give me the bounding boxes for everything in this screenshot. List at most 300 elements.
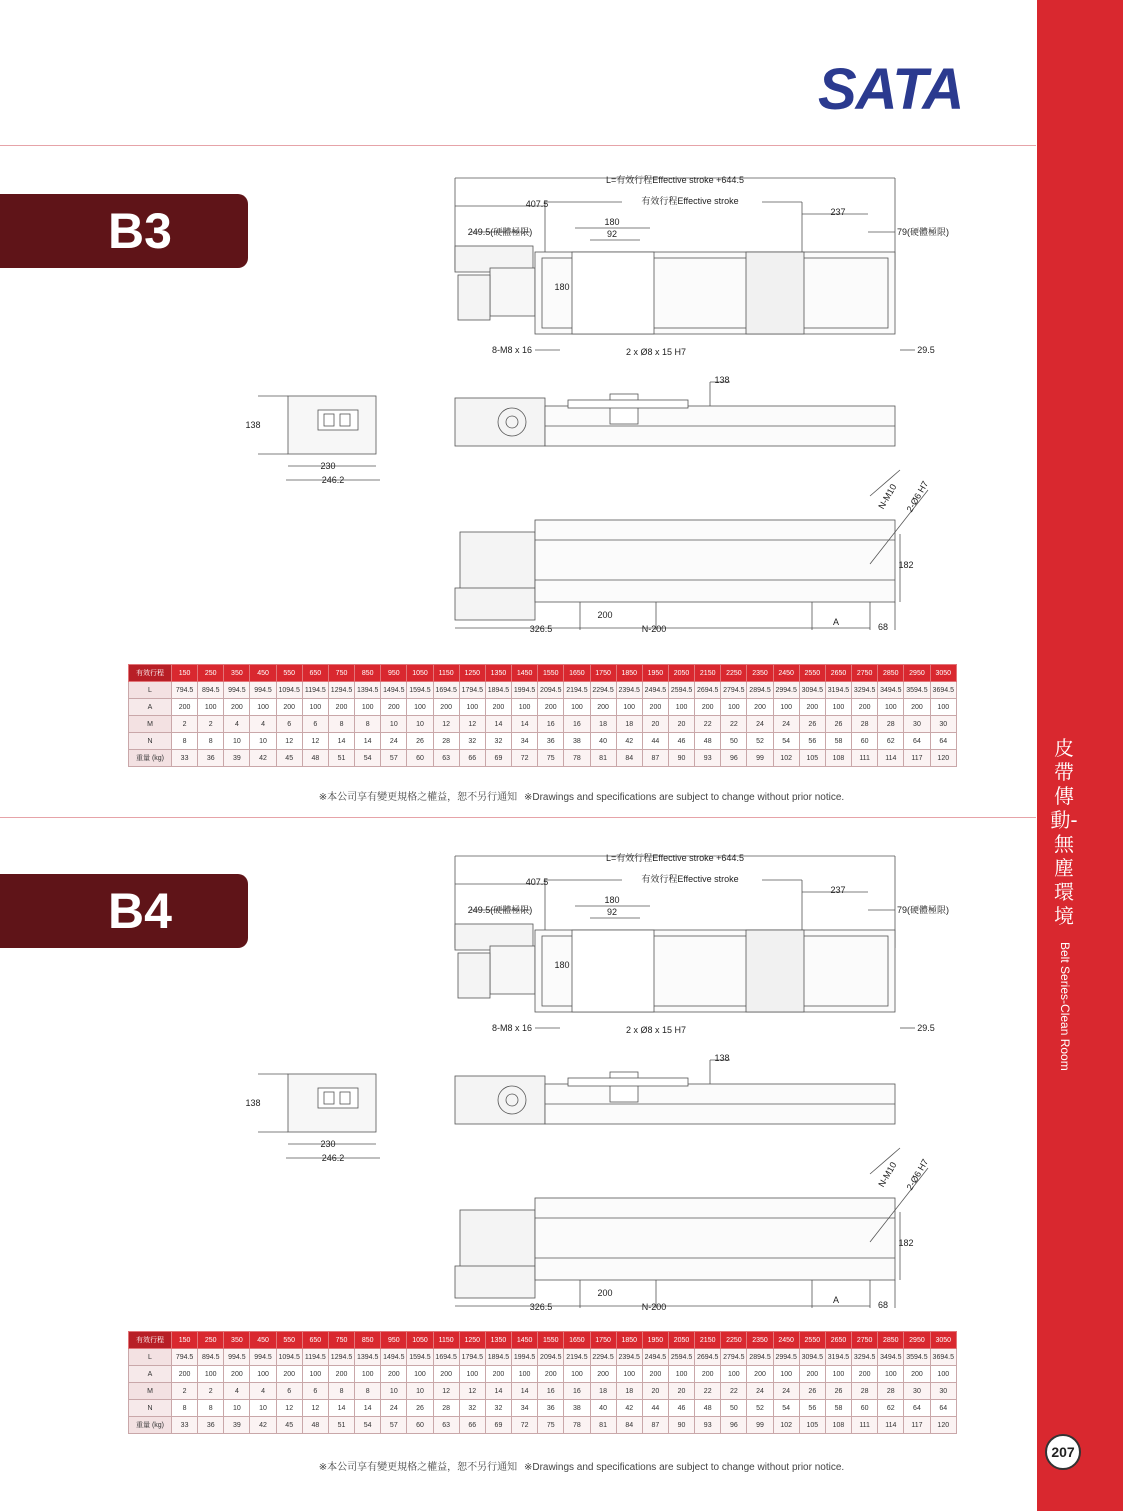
table-cell: 200 bbox=[642, 699, 668, 716]
table-cell: 90 bbox=[668, 1417, 694, 1434]
table-cell: 102 bbox=[773, 750, 799, 767]
table-cell: 1194.5 bbox=[302, 1349, 328, 1366]
spec-notice bbox=[0, 1458, 1123, 1473]
table-cell: 1794.5 bbox=[459, 682, 485, 699]
table-cell: 2194.5 bbox=[564, 682, 590, 699]
table-cell: 100 bbox=[198, 699, 224, 716]
stroke-header: 1650 bbox=[564, 665, 590, 682]
technical-drawing-b3 bbox=[0, 160, 1036, 660]
table-cell: 2994.5 bbox=[773, 1349, 799, 1366]
stroke-header: 350 bbox=[224, 1332, 250, 1349]
table-cell: 2994.5 bbox=[773, 682, 799, 699]
row-label: M bbox=[129, 1383, 172, 1400]
dim-180-top: 180 bbox=[604, 895, 620, 905]
table-cell: 6 bbox=[302, 1383, 328, 1400]
dim-407-5: 407.5 bbox=[525, 199, 549, 209]
table-cell: 99 bbox=[747, 750, 773, 767]
dim-m8-thread: 8-M8 x 16 bbox=[491, 345, 533, 355]
dim-246-2: 246.2 bbox=[321, 475, 345, 485]
stroke-header: 2450 bbox=[773, 665, 799, 682]
table-cell: 26 bbox=[799, 1383, 825, 1400]
table-cell: 6 bbox=[276, 716, 302, 733]
table-cell: 16 bbox=[564, 716, 590, 733]
stroke-header: 1450 bbox=[512, 665, 538, 682]
table-cell: 100 bbox=[250, 699, 276, 716]
drawing-svg bbox=[0, 838, 1036, 1338]
table-cell: 10 bbox=[381, 1383, 407, 1400]
table-cell: 36 bbox=[198, 750, 224, 767]
table-cell: 1994.5 bbox=[512, 1349, 538, 1366]
dim-200: 200 bbox=[597, 610, 613, 620]
dim-68: 68 bbox=[877, 1300, 889, 1310]
table-cell: 84 bbox=[616, 1417, 642, 1434]
stroke-header: 950 bbox=[381, 665, 407, 682]
table-cell: 50 bbox=[721, 733, 747, 750]
table-cell: 72 bbox=[512, 1417, 538, 1434]
row-label: M bbox=[129, 716, 172, 733]
table-cell: 45 bbox=[276, 1417, 302, 1434]
table-cell: 2 bbox=[172, 1383, 198, 1400]
stroke-header: 750 bbox=[328, 1332, 354, 1349]
stroke-header: 1850 bbox=[616, 1332, 642, 1349]
table-cell: 100 bbox=[564, 699, 590, 716]
table-cell: 100 bbox=[878, 1366, 904, 1383]
table-cell: 105 bbox=[799, 750, 825, 767]
dim-a: A bbox=[832, 1295, 840, 1305]
table-cell: 36 bbox=[538, 1400, 564, 1417]
stroke-header: 250 bbox=[198, 665, 224, 682]
table-cell: 54 bbox=[773, 733, 799, 750]
table-cell: 100 bbox=[878, 699, 904, 716]
dim-138-front: 138 bbox=[714, 1053, 730, 1063]
table-cell: 200 bbox=[590, 699, 616, 716]
stroke-header: 1550 bbox=[538, 665, 564, 682]
table-cell: 100 bbox=[616, 699, 642, 716]
table-cell: 40 bbox=[590, 1400, 616, 1417]
stroke-header: 1850 bbox=[616, 665, 642, 682]
table-cell: 200 bbox=[590, 1366, 616, 1383]
table-cell: 200 bbox=[538, 699, 564, 716]
table-row bbox=[129, 1366, 957, 1383]
table-cell: 100 bbox=[198, 1366, 224, 1383]
table-cell: 2694.5 bbox=[695, 682, 721, 699]
table-cell: 26 bbox=[825, 1383, 851, 1400]
table-cell: 78 bbox=[564, 750, 590, 767]
notice-en: ※Drawings and specifications are subject to change without prior notice. bbox=[523, 1462, 845, 1473]
table-cell: 46 bbox=[668, 1400, 694, 1417]
dim-total-length: L=有效行程Effective stroke +644.5 bbox=[606, 853, 744, 863]
table-cell: 18 bbox=[616, 716, 642, 733]
stroke-header: 1450 bbox=[512, 1332, 538, 1349]
table-cell: 87 bbox=[642, 750, 668, 767]
table-cell: 26 bbox=[407, 733, 433, 750]
table-cell: 42 bbox=[250, 750, 276, 767]
table-cell: 54 bbox=[773, 1400, 799, 1417]
dim-180-side: 180 bbox=[554, 282, 570, 292]
dim-249-5: 249.5(硬體極限) bbox=[467, 227, 533, 237]
table-cell: 10 bbox=[407, 716, 433, 733]
table-cell: 117 bbox=[904, 750, 930, 767]
stroke-header: 1050 bbox=[407, 1332, 433, 1349]
table-cell: 100 bbox=[825, 699, 851, 716]
page-number: 207 bbox=[1045, 1434, 1081, 1470]
table-cell: 32 bbox=[485, 733, 511, 750]
table-cell: 794.5 bbox=[172, 1349, 198, 1366]
table-cell: 24 bbox=[381, 1400, 407, 1417]
table-cell: 2894.5 bbox=[747, 682, 773, 699]
dim-230: 230 bbox=[320, 461, 336, 471]
table-cell: 3694.5 bbox=[930, 682, 956, 699]
stroke-header: 450 bbox=[250, 665, 276, 682]
table-cell: 1194.5 bbox=[302, 682, 328, 699]
table-cell: 28 bbox=[433, 733, 459, 750]
table-cell: 24 bbox=[747, 716, 773, 733]
stroke-header: 550 bbox=[276, 665, 302, 682]
section-divider bbox=[0, 817, 1036, 818]
table-cell: 2894.5 bbox=[747, 1349, 773, 1366]
table-header-label: 有效行程 bbox=[129, 665, 172, 682]
table-cell: 8 bbox=[198, 733, 224, 750]
table-cell: 64 bbox=[930, 1400, 956, 1417]
dim-29-5: 29.5 bbox=[917, 1023, 935, 1033]
table-cell: 200 bbox=[538, 1366, 564, 1383]
table-cell: 66 bbox=[459, 1417, 485, 1434]
dim-246-2: 246.2 bbox=[321, 1153, 345, 1163]
table-cell: 24 bbox=[381, 733, 407, 750]
table-cell: 50 bbox=[721, 1400, 747, 1417]
stroke-header: 850 bbox=[355, 1332, 381, 1349]
table-cell: 200 bbox=[695, 699, 721, 716]
table-cell: 8 bbox=[328, 1383, 354, 1400]
table-row bbox=[129, 682, 957, 699]
stroke-header: 2650 bbox=[825, 1332, 851, 1349]
table-cell: 2794.5 bbox=[721, 682, 747, 699]
table-cell: 33 bbox=[172, 1417, 198, 1434]
table-cell: 2 bbox=[198, 1383, 224, 1400]
stroke-header: 2150 bbox=[695, 665, 721, 682]
table-cell: 200 bbox=[328, 1366, 354, 1383]
table-cell: 56 bbox=[799, 1400, 825, 1417]
table-cell: 16 bbox=[538, 1383, 564, 1400]
table-cell: 62 bbox=[878, 1400, 904, 1417]
table-cell: 26 bbox=[825, 716, 851, 733]
stroke-header: 1350 bbox=[485, 665, 511, 682]
stroke-header: 150 bbox=[172, 1332, 198, 1349]
table-row bbox=[129, 733, 957, 750]
dim-182: 182 bbox=[898, 560, 914, 570]
table-cell: 58 bbox=[825, 1400, 851, 1417]
dim-200: 200 bbox=[597, 1288, 613, 1298]
table-cell: 24 bbox=[747, 1383, 773, 1400]
dim-pin-hole: 2 x Ø8 x 15 H7 bbox=[625, 347, 687, 357]
table-cell: 16 bbox=[538, 716, 564, 733]
table-cell: 45 bbox=[276, 750, 302, 767]
table-cell: 12 bbox=[276, 1400, 302, 1417]
model-tag-b3: B3 bbox=[0, 194, 248, 268]
table-cell: 12 bbox=[459, 716, 485, 733]
table-cell: 44 bbox=[642, 733, 668, 750]
table-cell: 12 bbox=[302, 1400, 328, 1417]
table-cell: 1894.5 bbox=[485, 682, 511, 699]
stroke-header: 1750 bbox=[590, 665, 616, 682]
table-cell: 200 bbox=[852, 699, 878, 716]
table-cell: 1994.5 bbox=[512, 682, 538, 699]
dim-92: 92 bbox=[606, 229, 618, 239]
table-cell: 100 bbox=[355, 1366, 381, 1383]
stroke-header: 850 bbox=[355, 665, 381, 682]
table-cell: 100 bbox=[302, 1366, 328, 1383]
stroke-header: 2550 bbox=[799, 665, 825, 682]
table-cell: 200 bbox=[433, 1366, 459, 1383]
table-cell: 18 bbox=[590, 1383, 616, 1400]
table-cell: 28 bbox=[433, 1400, 459, 1417]
table-cell: 72 bbox=[512, 750, 538, 767]
table-cell: 100 bbox=[302, 699, 328, 716]
table-cell: 26 bbox=[407, 1400, 433, 1417]
stroke-header: 2750 bbox=[852, 1332, 878, 1349]
table-cell: 18 bbox=[616, 1383, 642, 1400]
table-cell: 56 bbox=[799, 733, 825, 750]
table-cell: 3094.5 bbox=[799, 1349, 825, 1366]
table-cell: 10 bbox=[381, 716, 407, 733]
table-cell: 1094.5 bbox=[276, 682, 302, 699]
stroke-header: 2050 bbox=[668, 665, 694, 682]
table-cell: 1494.5 bbox=[381, 1349, 407, 1366]
table-cell: 34 bbox=[512, 733, 538, 750]
dim-407-5: 407.5 bbox=[525, 877, 549, 887]
table-cell: 894.5 bbox=[198, 682, 224, 699]
table-cell: 28 bbox=[852, 1383, 878, 1400]
table-cell: 2394.5 bbox=[616, 1349, 642, 1366]
stroke-header: 2250 bbox=[721, 1332, 747, 1349]
table-cell: 12 bbox=[302, 733, 328, 750]
dim-a: A bbox=[832, 617, 840, 627]
stroke-header: 2850 bbox=[878, 1332, 904, 1349]
table-cell: 64 bbox=[930, 733, 956, 750]
table-cell: 48 bbox=[302, 750, 328, 767]
table-cell: 14 bbox=[512, 1383, 538, 1400]
row-label: A bbox=[129, 699, 172, 716]
table-cell: 84 bbox=[616, 750, 642, 767]
stroke-header: 1550 bbox=[538, 1332, 564, 1349]
table-cell: 1794.5 bbox=[459, 1349, 485, 1366]
table-cell: 63 bbox=[433, 750, 459, 767]
table-cell: 6 bbox=[302, 716, 328, 733]
table-cell: 66 bbox=[459, 750, 485, 767]
table-cell: 102 bbox=[773, 1417, 799, 1434]
table-row bbox=[129, 699, 957, 716]
row-label: L bbox=[129, 682, 172, 699]
table-cell: 14 bbox=[328, 733, 354, 750]
table-cell: 40 bbox=[590, 733, 616, 750]
table-cell: 42 bbox=[616, 1400, 642, 1417]
table-cell: 120 bbox=[930, 750, 956, 767]
table-cell: 200 bbox=[747, 699, 773, 716]
table-cell: 39 bbox=[224, 1417, 250, 1434]
table-cell: 3294.5 bbox=[852, 1349, 878, 1366]
table-cell: 24 bbox=[773, 716, 799, 733]
table-cell: 22 bbox=[721, 716, 747, 733]
table-cell: 34 bbox=[512, 1400, 538, 1417]
dim-249-5: 249.5(硬體極限) bbox=[467, 905, 533, 915]
table-cell: 60 bbox=[852, 733, 878, 750]
table-cell: 4 bbox=[250, 1383, 276, 1400]
notice-zh: ※本公司享有變更規格之權益，恕不另行通知 bbox=[318, 1462, 518, 1473]
dim-237: 237 bbox=[830, 885, 846, 895]
dim-92: 92 bbox=[606, 907, 618, 917]
table-cell: 994.5 bbox=[224, 1349, 250, 1366]
dim-182: 182 bbox=[898, 1238, 914, 1248]
stroke-header: 1250 bbox=[459, 1332, 485, 1349]
table-cell: 22 bbox=[695, 716, 721, 733]
table-cell: 4 bbox=[224, 716, 250, 733]
table-cell: 46 bbox=[668, 733, 694, 750]
dim-326-5: 326.5 bbox=[529, 1302, 553, 1312]
table-cell: 69 bbox=[485, 750, 511, 767]
stroke-header: 1150 bbox=[433, 1332, 459, 1349]
stroke-header: 3050 bbox=[930, 665, 956, 682]
table-cell: 90 bbox=[668, 750, 694, 767]
table-cell: 200 bbox=[224, 1366, 250, 1383]
table-cell: 2594.5 bbox=[668, 1349, 694, 1366]
table-cell: 14 bbox=[485, 1383, 511, 1400]
stroke-header: 650 bbox=[302, 665, 328, 682]
table-cell: 1594.5 bbox=[407, 682, 433, 699]
table-cell: 100 bbox=[512, 699, 538, 716]
table-cell: 100 bbox=[407, 1366, 433, 1383]
dim-138-side: 138 bbox=[245, 420, 261, 430]
table-cell: 3094.5 bbox=[799, 682, 825, 699]
table-cell: 100 bbox=[459, 1366, 485, 1383]
table-cell: 3194.5 bbox=[825, 682, 851, 699]
table-row bbox=[129, 1349, 957, 1366]
table-cell: 200 bbox=[904, 699, 930, 716]
table-cell: 48 bbox=[695, 733, 721, 750]
table-cell: 10 bbox=[250, 1400, 276, 1417]
table-cell: 30 bbox=[930, 1383, 956, 1400]
table-cell: 2 bbox=[172, 716, 198, 733]
technical-drawing-b4 bbox=[0, 838, 1036, 1338]
table-cell: 200 bbox=[485, 699, 511, 716]
table-cell: 100 bbox=[721, 699, 747, 716]
table-cell: 62 bbox=[878, 733, 904, 750]
table-cell: 117 bbox=[904, 1417, 930, 1434]
table-cell: 100 bbox=[250, 1366, 276, 1383]
table-cell: 64 bbox=[904, 1400, 930, 1417]
table-cell: 39 bbox=[224, 750, 250, 767]
notice-zh: ※本公司享有變更規格之權益，恕不另行通知 bbox=[318, 792, 518, 803]
stroke-header: 350 bbox=[224, 665, 250, 682]
table-cell: 12 bbox=[433, 1383, 459, 1400]
table-cell: 8 bbox=[172, 1400, 198, 1417]
table-cell: 100 bbox=[930, 1366, 956, 1383]
table-cell: 200 bbox=[172, 699, 198, 716]
dim-m8-thread: 8-M8 x 16 bbox=[491, 1023, 533, 1033]
dim-79: 79(硬體極限) bbox=[896, 227, 950, 237]
table-cell: 100 bbox=[773, 699, 799, 716]
row-label: 重量 (kg) bbox=[129, 750, 172, 767]
table-cell: 3294.5 bbox=[852, 682, 878, 699]
table-cell: 28 bbox=[878, 716, 904, 733]
spec-table-b4 bbox=[128, 1331, 957, 1434]
table-cell: 1294.5 bbox=[328, 1349, 354, 1366]
dim-29-5: 29.5 bbox=[917, 345, 935, 355]
table-cell: 60 bbox=[407, 1417, 433, 1434]
stroke-header: 2250 bbox=[721, 665, 747, 682]
table-cell: 100 bbox=[668, 699, 694, 716]
table-cell: 2294.5 bbox=[590, 1349, 616, 1366]
table-cell: 200 bbox=[172, 1366, 198, 1383]
stroke-header: 2350 bbox=[747, 1332, 773, 1349]
table-cell: 100 bbox=[355, 699, 381, 716]
stroke-header: 2950 bbox=[904, 1332, 930, 1349]
dim-dowel-h7: 2-Ø6 H7 bbox=[904, 479, 931, 514]
table-cell: 200 bbox=[381, 699, 407, 716]
dim-effective-stroke: 有效行程Effective stroke bbox=[641, 196, 739, 206]
stroke-header: 950 bbox=[381, 1332, 407, 1349]
table-header-label: 有效行程 bbox=[129, 1332, 172, 1349]
table-cell: 994.5 bbox=[250, 1349, 276, 1366]
table-cell: 108 bbox=[825, 750, 851, 767]
table-cell: 100 bbox=[930, 699, 956, 716]
table-cell: 93 bbox=[695, 1417, 721, 1434]
table-cell: 8 bbox=[328, 716, 354, 733]
table-cell: 36 bbox=[538, 733, 564, 750]
table-cell: 120 bbox=[930, 1417, 956, 1434]
dim-n-200: N-200 bbox=[641, 624, 667, 634]
stroke-header: 2450 bbox=[773, 1332, 799, 1349]
table-cell: 81 bbox=[590, 1417, 616, 1434]
table-cell: 8 bbox=[198, 1400, 224, 1417]
table-cell: 30 bbox=[930, 716, 956, 733]
table-cell: 200 bbox=[799, 699, 825, 716]
table-cell: 100 bbox=[668, 1366, 694, 1383]
stroke-header: 1750 bbox=[590, 1332, 616, 1349]
table-cell: 75 bbox=[538, 1417, 564, 1434]
table-cell: 1094.5 bbox=[276, 1349, 302, 1366]
table-cell: 100 bbox=[616, 1366, 642, 1383]
table-cell: 64 bbox=[904, 733, 930, 750]
table-cell: 24 bbox=[773, 1383, 799, 1400]
table-cell: 111 bbox=[852, 750, 878, 767]
table-cell: 22 bbox=[721, 1383, 747, 1400]
table-cell: 2 bbox=[198, 716, 224, 733]
table-cell: 3494.5 bbox=[878, 1349, 904, 1366]
table-cell: 57 bbox=[381, 1417, 407, 1434]
table-cell: 18 bbox=[590, 716, 616, 733]
table-cell: 200 bbox=[276, 699, 302, 716]
table-cell: 10 bbox=[224, 1400, 250, 1417]
spec-table-b3 bbox=[128, 664, 957, 767]
table-cell: 2394.5 bbox=[616, 682, 642, 699]
table-cell: 4 bbox=[224, 1383, 250, 1400]
table-cell: 14 bbox=[485, 716, 511, 733]
stroke-header: 250 bbox=[198, 1332, 224, 1349]
dim-138-side: 138 bbox=[245, 1098, 261, 1108]
table-cell: 100 bbox=[721, 1366, 747, 1383]
table-cell: 96 bbox=[721, 750, 747, 767]
table-cell: 48 bbox=[302, 1417, 328, 1434]
table-cell: 200 bbox=[642, 1366, 668, 1383]
stroke-header: 2150 bbox=[695, 1332, 721, 1349]
table-cell: 96 bbox=[721, 1417, 747, 1434]
dim-79: 79(硬體極限) bbox=[896, 905, 950, 915]
table-cell: 69 bbox=[485, 1417, 511, 1434]
row-label: N bbox=[129, 1400, 172, 1417]
table-cell: 6 bbox=[276, 1383, 302, 1400]
table-cell: 12 bbox=[276, 733, 302, 750]
row-label: 重量 (kg) bbox=[129, 1417, 172, 1434]
